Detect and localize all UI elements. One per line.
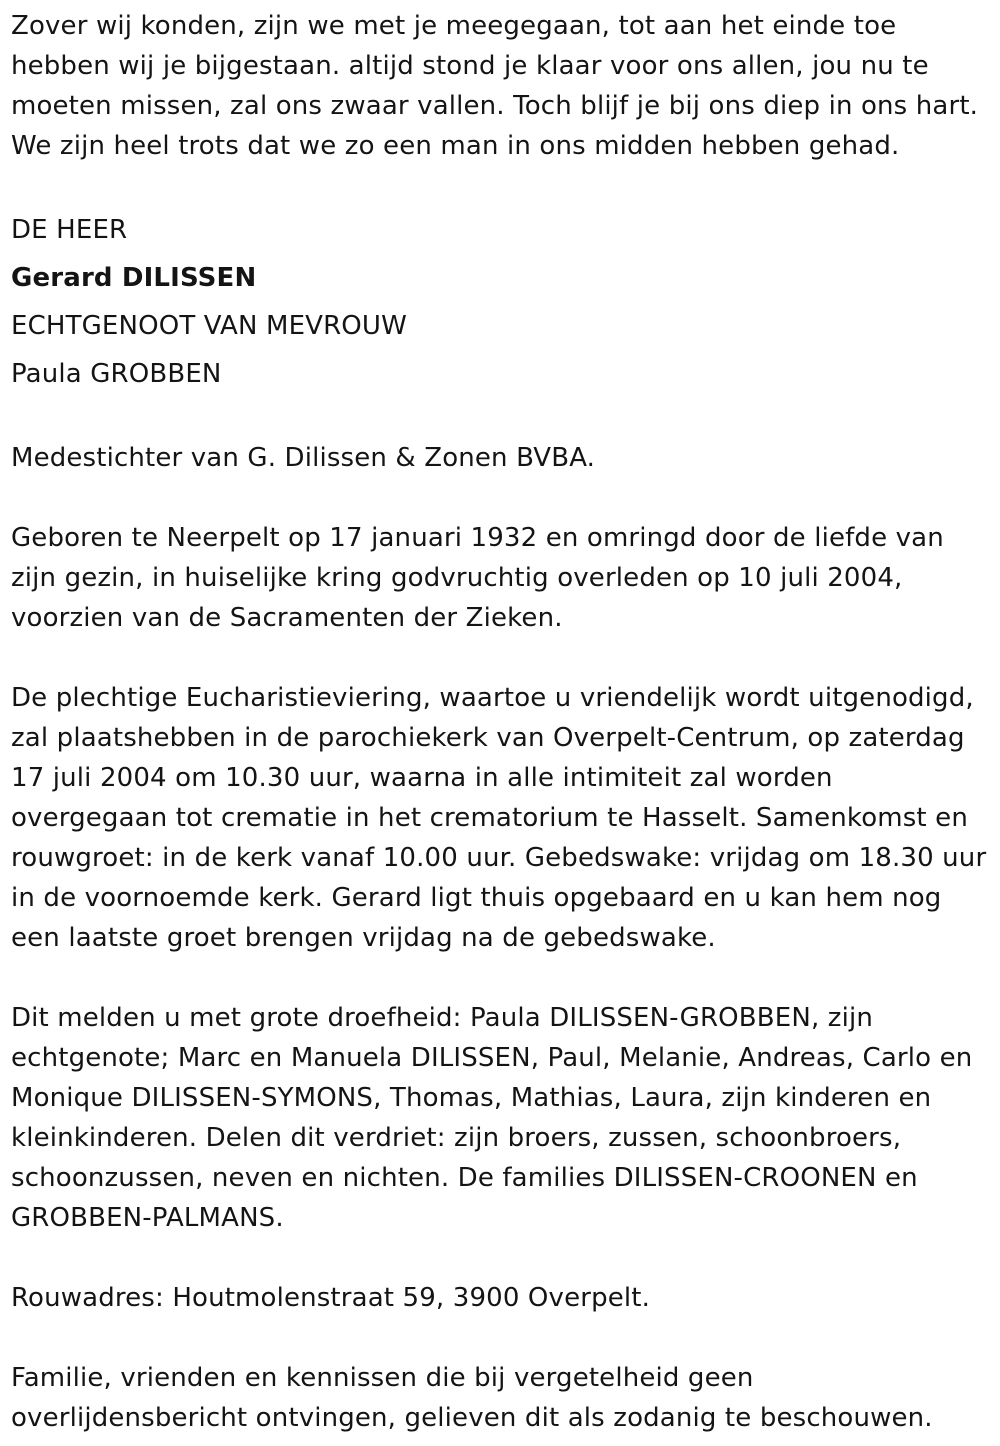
birth-death-paragraph: Geboren te Neerpelt op 17 januari 1932 en omringd door de liefde van zijn gezin, in huiselijke kring godvruchtig overleden op 10 juli 2004, voorzien van de Sacramenten der Zieken.: [11, 523, 944, 633]
spacer: [11, 1318, 996, 1358]
spacer: [11, 1238, 996, 1278]
intro-paragraph: Zover wij konden, zijn we met je meegegaan, tot aan het einde toe hebben wij je bijgestaan. altijd stond je klaar voor ons allen, jou nu te moeten missen, zal ons zwaar vallen. Toch blijf je bij ons diep in ons hart. We zijn heel trots dat we zo een man in ons midden hebben gehad.: [11, 11, 979, 161]
ceremony-paragraph: De plechtige Eucharistieviering, waartoe u vriendelijk wordt uitgenodigd, zal plaatshebben in de parochiekerk van Overpelt-Centrum, op zaterdag 17 juli 2004 om 10.30 uur, waarna in alle intimiteit zal worden overgegaan tot crematie in het crematorium te Hasselt. Samenkomst en rouwgroet: in de kerk vanaf 10.00 uur. Gebedswake: vrijdag om 18.30 uur in de voornoemde kerk. Gerard ligt thuis opgebaard en u kan hem nog een laatste groet brengen vrijdag na de gebedswake.: [11, 683, 987, 953]
address-line: Rouwadres: Houtmolenstraat 59, 3900 Overpelt.: [11, 1283, 651, 1313]
spacer: [11, 958, 996, 998]
deceased-name: Gerard DILISSEN: [11, 263, 257, 293]
closing-paragraph: Familie, vrienden en kennissen die bij vergetelheid geen overlijdensbericht ontvingen, gelieven dit als zodanig te beschouwen.: [11, 1363, 933, 1433]
obituary-document: [11, 6, 996, 1438]
spacer: [11, 398, 996, 438]
title-line: DE HEER: [11, 215, 128, 245]
relation-line: ECHTGENOOT VAN MEVROUW: [11, 311, 407, 341]
family-paragraph: Dit melden u met grote droefheid: Paula DILISSEN-GROBBEN, zijn echtgenote; Marc en Manuela DILISSEN, Paul, Melanie, Andreas, Carlo en Monique DILISSEN-SYMONS, Thomas, Mathias, Laura, zijn kinderen en kleinkinderen. Delen dit verdriet: zijn broers, zussen, schoonbroers, schoonzussen, neven en nichten. De families DILISSEN-CROONEN en GROBBEN-PALMANS.: [11, 1003, 973, 1233]
spacer: [11, 478, 996, 518]
spacer: [11, 638, 996, 678]
spouse-name: Paula GROBBEN: [11, 359, 222, 389]
cofounder-line: Medestichter van G. Dilissen & Zonen BVBA.: [11, 443, 596, 473]
spacer: [11, 166, 996, 206]
